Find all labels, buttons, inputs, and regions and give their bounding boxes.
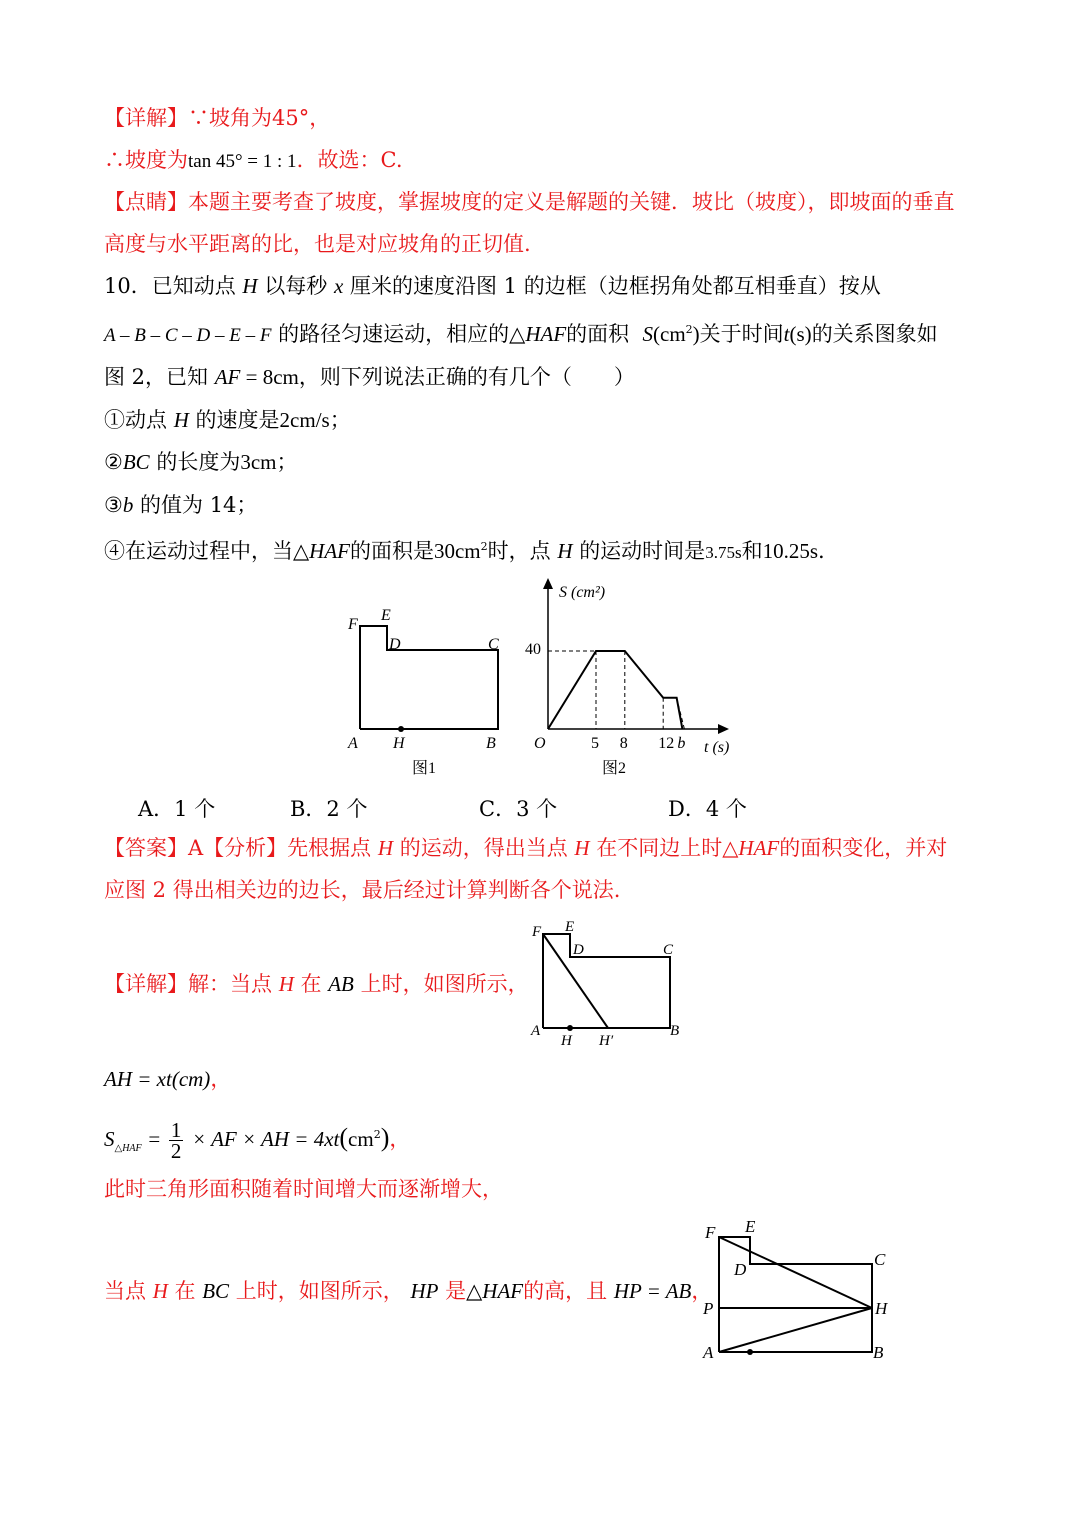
triangle-HAF: △HAF	[466, 1279, 524, 1303]
option-c: C．3 个	[479, 797, 558, 821]
label-E: E	[745, 1217, 756, 1236]
label-B: B	[873, 1343, 884, 1362]
unit-s: (s)	[789, 322, 812, 346]
var-H: H	[557, 539, 573, 563]
comment-line-2	[104, 229, 531, 259]
var-H: H	[152, 1279, 168, 1303]
s-text: 的长度为	[156, 450, 241, 474]
s-text: ④在运动过程中，当	[104, 539, 293, 563]
d-text: 是	[445, 1279, 467, 1303]
x-tick-8: 8	[619, 735, 628, 752]
comment-line-1	[104, 187, 955, 217]
detail-label: 【详解】	[104, 972, 188, 996]
y-axis-arrow	[543, 578, 553, 589]
answer-line-2	[104, 875, 620, 905]
label-H: H	[875, 1299, 888, 1318]
label-B: B	[486, 735, 496, 752]
var-H: H	[173, 408, 189, 432]
var-AH: AH	[104, 1067, 132, 1091]
comment-text-2: 高度与水平距离的比，也是对应坡角的正切值.	[104, 232, 531, 256]
label-D: D	[573, 942, 584, 958]
q-text: 图 2，已知	[104, 365, 209, 389]
length-value: 3cm	[240, 450, 277, 474]
label-A: A	[348, 735, 358, 752]
answer-label: 【答案】	[104, 836, 188, 860]
figure-1-caption: 图1	[412, 760, 437, 777]
question-number: 10．	[104, 274, 152, 298]
area-increase-sentence: 此时三角形面积随着时间增大而逐渐增大，	[104, 1177, 503, 1201]
tan-expression: tan 45° = 1 : 1	[188, 151, 297, 172]
d-text: 当点	[104, 1279, 146, 1303]
s-text: 的面积是	[349, 539, 434, 563]
fraction-denominator: 2	[170, 1139, 182, 1163]
x-tick-b: b	[677, 735, 686, 752]
origin-label: O	[534, 735, 546, 752]
q-text: 以每秒	[264, 274, 328, 298]
label-F: F	[348, 616, 358, 633]
s-text: 时，点	[487, 539, 551, 563]
ah-expression: = xt(cm)	[132, 1067, 211, 1091]
triangle-HAF: △HAF	[509, 322, 567, 346]
time-value-2: 10.25s	[762, 539, 818, 563]
bc-case-line	[104, 1276, 712, 1306]
q-text: 关于时间	[699, 322, 784, 346]
d-text: 解：当点	[188, 972, 272, 996]
comment-label: 【点睛】	[104, 190, 188, 214]
var-H: H	[377, 836, 394, 860]
figure-H-on-AB	[528, 915, 688, 1050]
label-H: H	[561, 1033, 572, 1049]
var-H: H	[278, 972, 294, 996]
var-S: S	[642, 322, 654, 346]
label-D: D	[389, 636, 401, 653]
option-b: B．2 个	[290, 797, 368, 821]
x-tick-5: 5	[591, 735, 599, 752]
question-line-2: A – B – C – D – E – F 的路径匀速运动，相应的△HAF的面积 $S(cm^2)$关于时间t(s)的关系图象如	[104, 322, 938, 346]
time-value-1: 3.75s	[705, 543, 742, 562]
figure-1	[340, 600, 510, 780]
speed-value: 2cm/s	[279, 408, 330, 432]
d-text: 的高，且	[523, 1279, 608, 1303]
var-AF: AF	[214, 365, 241, 389]
statement-2	[104, 447, 298, 477]
label-H: H	[393, 735, 405, 752]
choice-text: ．故选：C.	[296, 148, 403, 172]
path-expression: A – B – C – D – E – F	[104, 325, 272, 346]
detail-label: 【详解】	[104, 106, 188, 130]
x-axis-label: t (s)	[704, 739, 730, 756]
var-BC: BC	[122, 450, 150, 474]
s-text: ；	[329, 408, 351, 432]
option-d: D．4 个	[668, 797, 747, 821]
statement-1	[104, 405, 351, 435]
therefore-text: ∴坡度为	[104, 148, 188, 172]
area-value: 30cm	[433, 539, 481, 563]
var-AB: AB	[328, 972, 354, 996]
s-text: 和	[741, 539, 763, 563]
fraction-one-half	[169, 1120, 184, 1161]
s-text: 的值为 14；	[140, 493, 258, 517]
label-E: E	[565, 919, 575, 935]
detail-because: ∵坡角为45°，	[188, 106, 331, 130]
a-text: 先根据点	[287, 836, 372, 860]
var-H: H	[574, 836, 590, 860]
y-axis-label: S (cm²)	[559, 584, 606, 601]
var-x: x	[333, 274, 344, 298]
a-text: 在不同边上时	[596, 836, 723, 860]
y-tick-40: 40	[525, 641, 541, 658]
x-axis-arrow	[718, 724, 729, 734]
answer-line-1	[104, 833, 947, 863]
comment-text-1: 本题主要考查了坡度，掌握坡度的定义是解题的关键．坡比（坡度），即坡面的垂直	[188, 190, 955, 214]
var-HP: HP	[410, 1279, 439, 1303]
hp-equation: HP = AB	[613, 1279, 692, 1303]
label-A: A	[531, 1023, 541, 1039]
label-A: A	[703, 1343, 714, 1362]
figure-2-caption: 图2	[602, 760, 627, 777]
fraction-numerator: 1	[170, 1118, 182, 1142]
q-text: 已知动点	[151, 274, 236, 298]
var-b: b	[122, 493, 134, 517]
detail-2-line	[104, 969, 529, 999]
s-text: ；	[276, 450, 298, 474]
s-text: .	[818, 539, 825, 563]
var-t: t	[783, 322, 790, 346]
equation-AH	[104, 1064, 231, 1094]
af-value: = 8cm	[240, 365, 299, 389]
s-text: ②	[104, 450, 123, 474]
var-S: S	[104, 1127, 115, 1151]
d-text: ，	[389, 1127, 411, 1151]
label-H-prime: H′	[599, 1033, 614, 1049]
figure-2-chart	[515, 572, 745, 782]
unit-cm: cm	[348, 1127, 374, 1151]
q-text: 厘米的速度沿图 1 的边框（边框拐角处都互相垂直）按从	[349, 274, 881, 298]
label-D: D	[734, 1260, 747, 1279]
label-E: E	[381, 607, 391, 624]
series-line	[548, 651, 682, 729]
a-text: 的运动，得出当点	[399, 836, 568, 860]
area-expression: × AF × AH = 4xt	[192, 1127, 340, 1151]
answer-value: A	[188, 836, 204, 860]
d-text: ，	[210, 1067, 232, 1091]
option-a: A．1 个	[138, 797, 216, 821]
d-text: 在	[300, 972, 322, 996]
q-text: 的路径匀速运动，相应的	[278, 322, 510, 346]
x-tick-12: 12	[658, 735, 675, 752]
triangle-HAF: △HAF	[722, 836, 780, 860]
d-text: 上时，如图所示，	[360, 972, 529, 996]
detail-1-conclusion	[104, 145, 403, 177]
unit-cm: cm	[660, 322, 686, 346]
a-text: 的面积变化，并对	[779, 836, 948, 860]
d-text: 在	[174, 1279, 196, 1303]
s-text: 的运动时间是	[579, 539, 706, 563]
detail-1-line	[104, 103, 330, 133]
label-P: P	[703, 1299, 714, 1318]
s-text: ③	[104, 493, 123, 517]
d-text: ，	[691, 1279, 713, 1303]
q-text: 的面积	[566, 322, 630, 346]
triangle-HAF: △HAF	[293, 539, 350, 563]
question-line-1	[104, 271, 881, 301]
statement-4: ④在运动过程中，当△HAF的面积是$30cm^2$时，点 H 的运动时间是3.75s和10.25s.	[104, 539, 825, 563]
q-text: ，则下列说法正确的有几个（ ）	[298, 365, 635, 389]
equation-area: $S_{\triangle HAF}$ = $\frac{1}{2}$ × AF × AH = $4xt(cm^2)$，	[104, 1118, 411, 1163]
label-C: C	[663, 942, 674, 958]
label-F: F	[532, 924, 542, 940]
s-text: 的速度是	[195, 408, 280, 432]
a-text: 应图 2 得出相关边的边长，最后经过计算判断各个说法.	[104, 878, 621, 902]
label-C: C	[874, 1250, 886, 1269]
analysis-label: 【分析】	[203, 836, 288, 860]
statement-3	[104, 490, 257, 520]
var-H: H	[242, 274, 258, 298]
var-BC: BC	[202, 1279, 230, 1303]
area-subscript: △HAF	[114, 1143, 142, 1155]
d-text: 上时，如图所示，	[235, 1279, 404, 1303]
figure-H-on-BC	[698, 1212, 898, 1367]
q-text: 的关系图象如	[811, 322, 938, 346]
question-line-3	[104, 362, 635, 392]
label-C: C	[488, 636, 499, 653]
label-F: F	[705, 1223, 716, 1242]
s-text: ①动点	[104, 408, 167, 432]
label-B: B	[670, 1023, 680, 1039]
